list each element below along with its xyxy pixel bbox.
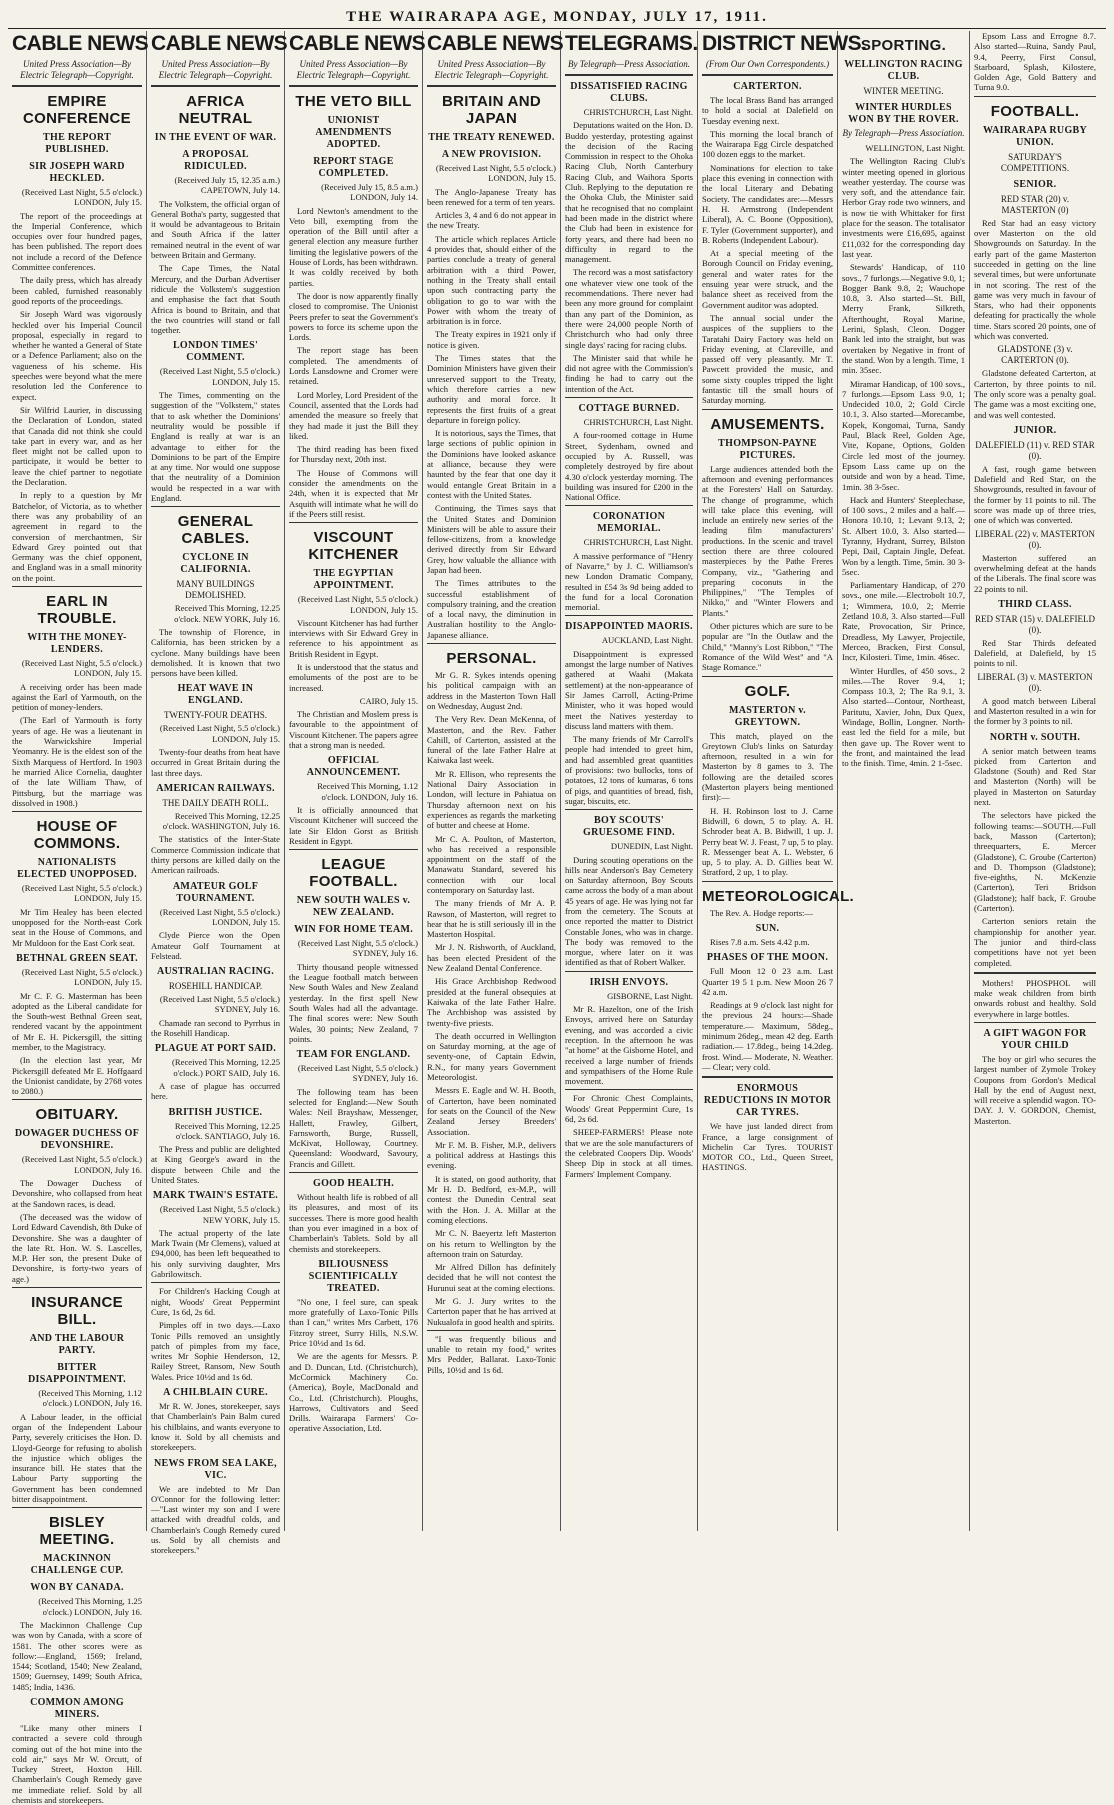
subheadline: BRITISH JUSTICE. (168, 1106, 263, 1118)
credit: United Press Association—By Electric Telegraph—Copyright. (434, 59, 549, 80)
subheadline: NORTH v. SOUTH. (989, 731, 1081, 743)
headline: VISCOUNT KITCHENER (308, 529, 399, 564)
column-1 (8, 31, 149, 1805)
paragraph: Mr R. Hazelton, one of the Irish Envoys, arrived here on Saturday evening, and was accorded a civic reception. In the afternoon he was "at home" at the Gisborne Hotel, and received a large number of friends and sympathisers of the Home Rule movement. (565, 1004, 693, 1087)
dateline: WELLINGTON, Last Night. (865, 143, 965, 153)
paragraph: The Rev. A. Hodge reports:— (710, 907, 814, 918)
subheadline: NEWS FROM SEA LAKE, VIC. (154, 1457, 277, 1481)
paragraph: The Volkstem, the official organ of General Botha's party, suggested that it would be advantageous to Britain and South Africa if the latter remained neutral in the event of war between Britain and Germany. (151, 198, 280, 261)
paragraph: The Treaty expires in 1921 only if notice is given. (427, 329, 556, 350)
divider (151, 85, 280, 87)
divider (12, 85, 142, 87)
paragraph: The Times, commenting on the suggestion of the "Volkstem," states that to ask whether the Dominions' neutrality would be possible if England is really at war is an advantage to either for the Dominions to be part of the Empire at any time. Nor would one suppose that the neutrality of a Dominion would be respected in a war with England. (151, 390, 280, 504)
paragraph: Rises 7.8 a.m. Sets 4.42 p.m. (710, 937, 810, 947)
divider (289, 849, 418, 850)
subheadline: THE TREATY RENEWED. (428, 132, 555, 143)
paragraph: Mr C. F. G. Masterman has been adopted as the Liberal candidate for the South-west Bethnal Green seat, rendered vacant by the appointment of Mr E. H. Pickersgill, the sitting member, to the Magistracy. (12, 990, 142, 1052)
paragraph: A massive performance of "Henry of Navarre," by J. C. Williamson's new London Dramatic Company, resulted in £54 3s 9d being added to the fund for a local Coronation memorial. (565, 550, 693, 613)
paragraph: The death occurred in Wellington on Saturday morning, at the age of seventy-one, of Captain Edwin, R.N., for many years Government Meteorologist. (427, 1030, 556, 1083)
subheadline: MARK TWAIN'S ESTATE. (152, 1190, 279, 1202)
advertisement: We are the agents for Messrs. P. and D. Duncan, Ltd. (Christchurch), McCormick Machinery Co. (America), Boyle, MacDonald and Co., Ltd. (Christchurch). Ploughs, Harrows, Cultivators and Seed Drills. Wairarapa Farmers' Co-operative Association, Ltd. (289, 1351, 418, 1434)
paragraph: (The deceased was the widow of Lord Edward Cavendish, 8th Duke of Devonshire. She was a daughter of the late Rt. Hon. W. S. Lascelles, M.P. Her son, the present Duke of Devonshire, is forty-two years of age.) (12, 1211, 142, 1284)
subheadline: WINTER MEETING. (863, 86, 944, 96)
paragraph: The Wellington Racing Club's winter meeting opened in glorious weather yesterday. The course was very soft, and the attendance fair. Herbor Gray rode two winners, and is now tie with Whittaker for first place for the season. The totalisator investments were £16,695, against £11,032 for the corresponding day last year. (842, 156, 965, 259)
paragraph: The daily press, which has already been cabled, furnished reasonably good reports of the proceedings. (12, 275, 142, 306)
paragraph: The following team has been selected for England:—New South Wales: Neil Brayshaw, Messenger, Hallett, Frawley, Gilbert, Farnsworth, Burge, Russell, McKivat, Holloway, Courtney. Queensland: Woodward, Savoury, Francis and Gillett. (289, 1086, 418, 1169)
masthead-rule (8, 28, 1106, 29)
headline: SPORTING. (860, 37, 947, 54)
paragraph: The Very Rev. Dean McKenna, of Masterton, and the Rev. Father Cahill, of Carterton, assisted at the funeral of the late Father Halre at Kaiwaka last week. (427, 714, 556, 766)
paragraph: Clyde Pierce won the Open Amateur Golf Tournament at Felstead. (151, 930, 280, 961)
divider (702, 1076, 833, 1078)
subheadline: MACKINNON CHALLENGE CUP. (30, 1553, 124, 1577)
paragraph: Thirty thousand people witnessed the League football match between New South Wales and New Zealand yesterday. In the first spell New South Wales had all the advantage. The final scores were: New South Wales, 30 points; New Zealand, 7 points. (289, 961, 418, 1044)
paragraph: The third reading has been fixed for Thursday next, 20th inst. (289, 444, 418, 465)
dateline: (Received Last Night, 5.5 o'clock.) LONDON, July 15. (21, 883, 142, 904)
headline: BRITAIN AND JAPAN (441, 93, 542, 127)
column-7 (838, 31, 970, 1531)
subheadline: PHASES OF THE MOON. (706, 952, 829, 964)
paragraph: Chamade ran second to Pyrrhus in the Rosehill Handicap. (151, 1017, 280, 1039)
paragraph: Stewards' Handicap, of 110 sovs., 7 furlongs.—Negative 9.0, 1; Bogger Bank 9.8, 2; Wauchope 10.8, 3. Also started—St. Bill, Merry Frank, Silkreth, Afterthought, Royal Marine, Lerini, Splash, Cleon. Dogger Bank led into the straight, but was overtaken by Negative in front of the stand. Won by a length. Time, 1 min. 35sec. (842, 262, 965, 376)
subheadline: BETHNAL GREEN SEAT. (16, 952, 138, 964)
divider (12, 1287, 142, 1288)
subheadline: DISAPPOINTED MAORIS. (565, 621, 693, 633)
paragraph: Mr Alfred Dillon has definitely decided that he will not contest the Hurunui seat at the coming elections. (427, 1262, 556, 1293)
divider (974, 972, 1096, 974)
divider (565, 1089, 693, 1090)
paragraph: The many friends of Mr A. P. Rawson, of Masterton, will regret to hear that he is still seriously ill in the Masterton Hospital. (427, 898, 556, 940)
divider (151, 506, 280, 507)
divider (565, 74, 693, 76)
subheadline: WIN FOR HOME TEAM. (293, 924, 414, 936)
advertisement: "I was frequently bilious and unable to retain my food," writes Mrs Pedder, Ballarat. Laxo-Tonic Pills, 10½d and 1s 6d. (427, 1333, 556, 1375)
paragraph: The Christian and Moslem press is favourable to the appointment of Viscount Kitchener. The papers agree that a strong man is needed. (289, 709, 418, 751)
subheadline: THE REPORT PUBLISHED. (43, 132, 111, 155)
dateline: CAIRO, July 15. (359, 695, 418, 706)
dateline: (Received Last Night, 5.5 o'clock.) LONDON, July 15. (21, 657, 142, 679)
column-6 (698, 31, 867, 1531)
headline: FOOTBALL. (990, 102, 1080, 120)
credit: United Press Association—By Electric Telegraph—Copyright. (20, 59, 134, 80)
paragraph: Viscount Kitchener has had further interviews with Sir Edward Grey in reference to his appointment as British Resident in Egypt. (289, 617, 418, 659)
dateline: GISBORNE, Last Night. (607, 990, 693, 1001)
subheadline: GOOD HEALTH. (312, 1178, 395, 1190)
paragraph: Winter Hurdles, of 450 sovs., 2 miles.—The Rover 9.4, 1; Compass 10.3, 2; The Ra 9.1, 3. Also started—Contour, Northeast, Paritutu, Xavier, John, Dux Quex, Windage, Bollin, Longner. North-east led the field for a mile, but then gave up. The Rover went to the front, and maintained the lead to the finish. Time, 4min. 2 1-5sec. (842, 665, 965, 769)
paragraph: "Like many other miners I contracted a severe cold through coming out of the hot mine into the cold air," says Mr W. Orcutt, of Tuckey Street, Hoxton Hill. Chamberlain's Cough Remedy gave me immediate relief. Sold by all chemists and storekeepers. (12, 1722, 142, 1805)
headline: HOUSE OF COMMONS. (33, 818, 121, 853)
paragraph: Sir Wilfrid Laurier, in discussing the Declaration of London, stated that Canada did not think she could take part in every war, and as her fleet might not be called upon to participate, it would be better to leave the chief partner to negotiate the Declaration. (12, 404, 142, 488)
advertisement: Mothers! PHOSPHOL will make weak children from birth onwards robust and healthy. Sold everywhere in large bottles. (974, 977, 1096, 1019)
columns (8, 31, 1106, 1805)
column-4 (423, 31, 564, 1531)
paragraph: Miramar Handicap, of 100 sovs., 7 furlongs.—Epsom Lass 9.0, 1; Undecided 10.0, 2; Gold Circle 10.1, 3. Also started—Morecambe, Kopek, Kongomai, Turna, Sandy Paul, Black Reel, Golden Age, Vite, Kopane, Options, Golden Circle led most of the journey. Epsom Lass came up on the outside and won by a head. Time, 1min. 38 3-5sec. (842, 378, 965, 492)
subheadline: COMMON AMONG MINERS. (30, 1696, 124, 1720)
advertisement: For Chronic Chest Complaints, Woods' Great Peppermint Cure, 1s 6d, 2s 6d. (565, 1093, 693, 1125)
subheadline: JUNIOR. (1013, 424, 1057, 436)
dateline: (Received Last Night, 5.5 o'clock.) LONDON, July 16. (21, 1154, 142, 1175)
subheadline: NATIONALISTS ELECTED UNOPPOSED. (17, 857, 137, 881)
paragraph: A Labour leader, in the official organ of the Independent Labour Party, severely criticises the Hon. D. Lloyd-George for refusing to abolish the injustice which obliges the insurance bill. He states that the Labour Party supporting the Government has been condemned bitter disappointment. (12, 1411, 142, 1505)
paragraph: The many friends of Mr Carroll's people had intended to greet him, and had assembled great quantities of provisions: two bullocks, tons of potatoes, 12 tons of kumaras, 6 tons of pigs, and quantities of bread, fish, sugar, biscuits, etc. (565, 734, 693, 806)
subheadline: SATURDAY'S COMPETITIONS. (1000, 151, 1070, 173)
divider (565, 615, 693, 616)
paragraph: A four-roomed cottage in Hume Street, Sydenham, owned and occupied by A. Russell, was completely destroyed by fire about 4.30 o'clock yesterday morning. The building was insured for £200 in the National Office. (565, 430, 693, 503)
subheadline: WINTER HURDLES WON BY THE ROVER. (848, 102, 959, 125)
subheadline: AMERICAN RAILWAYS. (156, 782, 275, 794)
subheadline: WON BY CANADA. (30, 1582, 124, 1594)
dateline: (Received Last Night, 5.5 o'clock.) LONDON, July 15. (159, 906, 280, 927)
dateline: DUNEDIN, Last Night. (610, 841, 693, 852)
column-5 (561, 31, 698, 1531)
subheadline: CYCLONE IN CALIFORNIA. (180, 552, 251, 576)
divider (565, 397, 693, 398)
divider (974, 1022, 1096, 1023)
paragraph: The actual property of the late Mark Twain (Mr Clemens), valued at £94,000, has been left bequeathed to his only surviving daughter, Mrs Gabrilowitsch. (151, 1227, 280, 1280)
paragraph: The article which replaces Article 4 provides that, should either of the parties conclude a treaty of general arbitration with a third Power, nothing in the Treaty shall entail upon such contracting party the obligation to go to war with the Power with whom the treaty of arbitration is in force. (427, 233, 556, 327)
credit: United Press Association—By Electric Telegraph—Copyright. (158, 59, 273, 80)
dateline: (Received This Morning, 1.25 o'clock.) LONDON, July 16. (38, 1596, 142, 1617)
paragraph: The statistics of the Inter-State Commerce Commission indicate that thirty persons are killed daily on the American railroads. (151, 834, 280, 876)
paragraph: Mr C. N. Baeyertz left Masterton on his return to Wellington by the afternoon train on Saturday. (427, 1228, 556, 1259)
paragraph: The report of the proceedings at the Imperial Conference, which occupies over four hundred pages, has been published. The report does not include a record of the Defence Committee conferences. (12, 210, 142, 273)
subheadline: A NEW PROVISION. (441, 149, 542, 160)
paragraph: The Times states that the Dominion Ministers have given their unreserved support to the Treaty, which therefore carries a new authority and moral force. It represents the first fruits of a great departure in foreign policy. (427, 353, 556, 425)
dateline: (Received July 15, 8.5 a.m.) LONDON, July 14. (321, 182, 418, 203)
paragraph: The door is now apparently finally closed to compromise. The Unionist Peers prefer to seat the Government's powers to force its scheme upon the Lords. (289, 290, 418, 343)
column-2 (147, 31, 288, 1556)
paragraph: It is officially announced that Viscount Kitchener will succeed the late Sir Eldon Gorst as British Resident in Egypt. (289, 804, 418, 846)
divider (974, 96, 1096, 97)
paragraph: In reply to a question by Mr Batchelor, of Victoria, as to whether there was any probability of an agreement in regard to the conversion of merchantmen, Sir Edward Grey pointed out that Germany was the chief opponent, and England was in a small minority on the point. (12, 490, 142, 583)
paragraph: Mr J. N. Rishworth, of Auckland, has been elected President of the New Zealand Dental Conference. (427, 942, 556, 974)
headline: EARL IN TROUBLE. (37, 592, 117, 627)
paragraph: Lord Morley, Lord President of the Council, assented that the Lords had amended the measure so freely that they had made it just the Bill they liked. (289, 389, 418, 441)
dateline: CHRISTCHURCH, Last Night. (583, 107, 693, 117)
banner: DISTRICT NEWS. (702, 32, 867, 55)
paragraph: Epsom Lass and Errogne 8.7. Also started—Ruina, Sandy Paul, 9.4, Peerry, First Consul, Starboard, Splash, Kilostere, Golden Age, Gold Battery and Turna 9.0. (974, 31, 1096, 93)
headline: BISLEY MEETING. (39, 1514, 115, 1549)
paragraph: Red Star had an easy victory over Masterton on the old Showgrounds on Saturday. In the early part of the game Masterton succeeded in getting on the line several times, but were unfortunate in not scoring. The rest of the game was very much in favour of Stars, who had their opponents defeating for practically the whole time. Stars scored 20 points, one of which was converted. (974, 217, 1096, 342)
headline: AMUSEMENTS. (710, 415, 825, 433)
paragraph: H. H. Robinson lost to J. Carne Bidwill, 6 down, 5 to play. A. H. Schroder beat A. B. Bidwill, 1 up. J. Perry beat W. J. Feast, 7 up, 5 to play. R. Messenger beat A. L. Webster, 6 up, 5 to play. A. D. Gillies beat W. Stratford, 2 up, 1 to play. (702, 805, 833, 878)
paragraph: The Press and public are delighted at King George's award in the dispute between Chile and the United States. (151, 1144, 280, 1185)
paragraph: The Minister said that while he did not agree with the Commission's finding he had to carry out the intention of the Act. (565, 352, 693, 394)
paragraph: This morning the local branch of the Wairarapa Egg Circle despatched 100 dozen eggs to the market. (702, 128, 833, 160)
headline: PERSONAL. (446, 650, 537, 668)
paragraph: Mr G. J. Jury writes to the Carterton paper that he has arrived at Nukualofa in good health and spirits. (427, 1295, 556, 1327)
divider (702, 74, 833, 76)
subheadline: WAIRARAPA RUGBY UNION. (982, 124, 1088, 148)
subheadline: SUN. (755, 923, 780, 934)
dateline: AUCKLAND, Last Night. (601, 635, 693, 646)
divider (12, 811, 142, 812)
advertisement: The boy or girl who secures the largest number of Zymole Trokey Coupons from Gordon's Medical Hall by the end of August next, will receive a splendid wagon. TO-DAY. J. V. GORDON, Chemist, Masterton. (974, 1054, 1096, 1126)
paragraph: Other pictures which are sure to be popular are "In the Outlaw and the Child," "Manny's Lost Ribbon," "The Romance of the Wild West" and "A Stage Romance." (702, 621, 833, 673)
dateline: CHRISTCHURCH, Last Night. (583, 537, 693, 548)
advertisement: "No one, I feel sure, can speak more gratefully of Laxo-Tonic Pills than I can," writes Mrs Carbett, 176 Fitzroy street, Surry Hills, N.S.W. Price 10½d and 1s 6d. (289, 1296, 418, 1349)
paragraph: Full Moon 12 0 23 a.m. Last Quarter 19 5 1 p.m. New Moon 26 7 42 a.m. (702, 966, 833, 997)
dateline: (Received Last Night, 5.5 o'clock.) NEW YORK, July 15. (159, 1204, 280, 1225)
paragraph: The Dowager Duchess of Devonshire, who collapsed from heat at the Sandown races, is dead. (12, 1178, 142, 1209)
divider (702, 676, 833, 677)
subheadline: THIRD CLASS. (998, 598, 1072, 610)
paragraph: Lord Newton's amendment to the Veto bill, exempting from the operation of the Bill until after a general election any measure further limiting the legislative powers of the House of Lords, has been withdrawn. It was coldly received by both parties. (289, 205, 418, 288)
paragraph: Continuing, the Times says that the United States and Dominion Ministers will be able to assure their fellow-citizens, from a knowledge derived directly from Sir Edward Grey, how valuable the alliance with Japan had been. (427, 503, 556, 575)
paragraph: Mr Tim Healey has been elected unopposed for the North-east Cork seat in the House of Commons, and Mr Muldoon for the East Cork seat. (12, 906, 142, 948)
divider (12, 1099, 142, 1100)
paragraph: Parliamentary Handicap, of 270 sovs., one mile.—Electrobolt 10.7, 1; Wimmera, 10.0, 2; Merrie Zetland 10.8, 3. Also started—Full Rate, Provocation, Sir Prince, Dreadless, My Lawyer, Projectile, Merceo, Bracken, First Consul, Incr, Kilosteri. Time, 1min. 46sec. (842, 580, 965, 663)
paragraph: Mr C. A. Poulton, of Masterton, who has received a responsible appointment on the staff of the Manawatu Standard, severed his connection with our local contemporary on Saturday last. (427, 833, 556, 895)
headline: LEAGUE FOOTBALL. (309, 856, 398, 891)
subheadline: DOWAGER DUCHESS OF DEVONSHIRE. (14, 1128, 140, 1152)
dateline: (Received Last Night, 5.5 o'clock.) LONDON, July 15. (435, 163, 556, 184)
subheadline: WITH THE MONEY-LENDERS. (27, 631, 127, 655)
headline: EMPIRE CONFERENCE (22, 93, 131, 127)
paragraph: The selectors have picked the following teams:—SOUTH.—Full back, Masson (Carterton); threequarters, E. Mercer (Gladstone), C. Groube (Carterton) and D. Thompson (Gladstone); five-eighths, N. McKenzie (Carterton), Teri Bridson (Gladstone); half back, F. Groube (Carterton). (974, 810, 1096, 914)
paragraph: During scouting operations on the hills near Anderson's Bay Cemetery on Saturday afternoon, Boy Scouts came across the body of a man about 45 years of age. He was lying not far from the cemetery. The Scouts at once reported the matter to District Constable Jones, who was in charge. The body was removed to the morgue, where later on it was identified as that of Robert Walker. (565, 854, 693, 968)
credit: (From Our Own Correspondents.) (705, 59, 830, 69)
subheadline: ROSEHILL HANDICAP. (168, 981, 263, 992)
credit: By Telegraph—Press Association. (568, 59, 690, 69)
dateline: Received This Morning, 12.25 o'clock. WASHINGTON, July 16. (162, 810, 280, 832)
subheadline: MANY BUILDINGS DEMOLISHED. (176, 579, 255, 601)
paragraph: Articles 3, 4 and 6 do not appear in the new Treaty. (427, 210, 556, 231)
subheadline: MASTERTON v. GREYTOWN. (729, 704, 806, 728)
paragraph: The record was a most satisfactory one whatever view one took of the recommendations. There never had been any more ground for complaint than any part of the Dominion, as there were 24,000 people North of Christchurch who had only three single days' racing for racing clubs. (565, 267, 693, 350)
subheadline: UNIONIST AMENDMENTS ADOPTED. (315, 115, 392, 150)
credit: By Telegraph—Press Association. (842, 128, 965, 138)
match-heading: LIBERAL (3) v. MASTERTON (0). (977, 671, 1093, 693)
paragraph: His Grace Archbishop Redwood presided at the funeral obsequies at Kaiwaka of the late Father Halre. The Archbishop was assisted by twenty-five priests. (427, 976, 556, 1028)
banner: CABLE NEWS (12, 32, 149, 55)
advertisement: For Children's Hacking Cough at night, Woods' Great Peppermint Cure, 1s 6d, 2s 6d. (151, 1286, 280, 1317)
banner: CABLE NEWS (427, 32, 564, 55)
dateline: Received This Morning, 12.25 o'clock. SANTIAGO, July 16. (174, 1120, 280, 1141)
dateline: Received This Morning, 12.25 o'clock. NEW YORK, July 16. (174, 603, 280, 624)
advertisement: Mr R. W. Jones, storekeeper, says that Chamberlain's Pain Balm cured his chilblains, and wants everyone to know it. Sold by all chemists and storekeepers. (151, 1401, 280, 1453)
paragraph: Disappointment is expressed amongst the large number of Natives gathered at Waahi (Makata settlement) at the non-appearance of Sir James Carroll, Acting-Prime Minister, who it was hoped would meet the Natives yesterday to discuss land matters with them. (565, 648, 693, 731)
match-heading: GLADSTONE (3) v. CARTERTON (0). (997, 344, 1073, 366)
divider (565, 971, 693, 972)
paragraph: Masterton suffered an overwhelming defeat at the hands of the Liberals. The final score was 22 points to nil. (974, 552, 1096, 594)
subheadline: CARTERTON. (733, 81, 802, 92)
advertisement: We have just landed direct from France, a large consignment of Michelin Car Tyres. TOURIST MOTOR CO., Ltd., Queen Street, HASTINGS. (702, 1121, 833, 1173)
paragraph: Sir Joseph Ward was vigorously heckled over his Imperial Council proposal, especially in regard to whether he wanted a General of State or a Defence Parliament; also on the vagueness of his scheme. His speeches were beyond what the mere resolution led the Conference to expect. (12, 309, 142, 402)
dateline: (Received This Morning, 12.25 o'clock.) PORT SAID, July 16. (172, 1057, 280, 1078)
advertisement: We are indebted to Mr Dan O'Connor for the following letter:—"Last winter my son and I were attacked with dreadful colds, and Chamberlain's Cough Remedy cured us. Sold by all chemists and storekeepers." (151, 1483, 280, 1556)
headline: OBITUARY. (35, 1106, 119, 1124)
column-3 (285, 31, 426, 1531)
paragraph: Gladstone defeated Carterton, at Carterton, by three points to nil. The only score was a penalty goal. The game was a most exciting one, and was well contested. (974, 368, 1096, 420)
paragraph: The township of Florence, in California, has been stricken by a cyclone. Many buildings have been demolished. It is known that two persons have been killed. (151, 626, 280, 679)
paragraph: This match, played on the Greytown Club's links on Saturday afternoon, resulted in a win for Masterton by 8 games to 3. The following are the detailed scores (Masterton players being mentioned first):— (702, 730, 833, 803)
credit: United Press Association—By Electric Telegraph—Copyright. (296, 59, 411, 80)
subheadline: AMATEUR GOLF TOURNAMENT. (172, 880, 259, 904)
paragraph: Carterton seniors retain the championship for another year. The junior and third-class competitions have not yet been completed. (974, 916, 1096, 968)
divider (12, 586, 142, 587)
subheadline: A GIFT WAGON FOR YOUR CHILD (983, 1028, 1087, 1051)
paragraph: A good match between Liberal and Masterton resulted in a win for the former by 3 points to nil. (974, 695, 1096, 727)
divider (702, 409, 833, 410)
subheadline: THE DAILY DEATH ROLL. (162, 797, 269, 808)
paragraph: The House of Commons will consider the amendments on the 24th, when it is expected that Mr Asquith will intimate what he will do if the Peers still resist. (289, 467, 418, 519)
paragraph: Large audiences attended both the afternoon and evening performances at the Foresters' Hall on Saturday. The change of programme, which will take place this evening, will include an entirely new series of the leading film manufacturers' productions. In the scenic and travel section there are three coloured masterpieces by the Pathe Freres Company, viz., "Gathering and preparing coconuts in the Philippines," "The Temples of Nikko," and "Winter Flowers and Plants." (702, 463, 833, 618)
paragraph: A receiving order has been made against the Earl of Yarmouth, on the petition of money-lenders. (12, 681, 142, 713)
dateline: (Received July 15, 12.35 a.m.) CAPETOWN, July 14. (174, 175, 280, 196)
paragraph: Nominations for election to take place this evening in connection with the local Literary and Debating Society. The candidates are:—Messrs H. H. Armstrong (Independent Liberal), A. C. Boone (Opposition), F. Tyler (Government supporter), and B. Roberts (Independent Labour). (702, 162, 833, 245)
subheadline: IN THE EVENT OF WAR. (154, 132, 277, 143)
subheadline: SENIOR. (1013, 178, 1057, 190)
dateline: (Received Last Night, 5.5 o'clock.) LONDON, July 15. (297, 594, 418, 615)
subheadline: A PROPOSAL RIDICULED. (182, 149, 249, 172)
banner: CABLE NEWS (289, 32, 426, 55)
dateline: CHRISTCHURCH, Last Night. (583, 417, 693, 428)
divider (289, 85, 418, 87)
divider (151, 1282, 280, 1283)
paragraph: The report stage has been completed. The amendments of Lords Lansdowne and Cromer were retained. (289, 345, 418, 387)
divider (427, 85, 556, 87)
advertisement: SHEEP-FARMERS! Please note that we are the sole manufacturers of the celebrated Coopers Dip. Woods' Sheep Dip in stock at all times. Farmers' Implement Company. (565, 1127, 693, 1179)
paragraph: The Anglo-Japanese Treaty has been renewed for a term of ten years. (427, 186, 556, 207)
paragraph: Mr R. Ellison, who represents the National Dairy Association in London, will lecture in Pahiatua on Thursday afternoon next on his experiences as regards the marketing of butter and cheese at Home. (427, 768, 556, 831)
subheadline: IRISH ENVOYS. (589, 976, 669, 988)
divider (427, 1330, 556, 1331)
paragraph: The annual social under the auspices of the suppliers to the Taratahi Dairy Factory was held on Friday evening, at Clareville, and passed off very pleasantly. Mr T. Pawcett provided the music, and some sixty couples tripped the light fantastic till the small hours of Saturday morning. (702, 312, 833, 406)
subheadline: DISSATISFIED RACING CLUBS. (570, 81, 688, 104)
subheadline: NEW SOUTH WALES v. NEW ZEALAND. (296, 895, 411, 919)
headline: THE VETO BILL (295, 93, 412, 110)
subheadline: TEAM FOR ENGLAND. (296, 1049, 411, 1061)
dateline: (Received Last Night, 5.5 o'clock.) LONDON, July 15. (159, 366, 280, 387)
subheadline: BITTER DISAPPOINTMENT. (28, 1362, 126, 1386)
subheadline: PLAGUE AT PORT SAID. (154, 1043, 277, 1055)
dateline: (Received Last Night, 5.5 o'clock.) LONDON, July 15. (21, 187, 142, 208)
subheadline: THE EGYPTIAN APPOINTMENT. (313, 568, 394, 592)
paragraph: A senior match between teams picked from Carterton and Gladstone (South) and Red Star and Masterton (North) will be played in Masterton on Saturday next. (974, 745, 1096, 808)
subheadline: BOY SCOUTS' GRUESOME FIND. (583, 815, 675, 839)
paragraph: The Mackinnon Challenge Cup was won by Canada, with a score of 1581. The other scores were as follow:—England, 1569; Ireland, 1544; Scotland, 1540; New Zealand, 1509; Guernsey, 1499; South Africa, 1485; India, 1436. (12, 1619, 142, 1692)
paragraph: The local Brass Band has arranged to hold a social at Dalefield on Tuesday evening next. (702, 95, 833, 126)
paragraph: Twenty-four deaths from heat have occurred in Great Britain during the last three days. (151, 746, 280, 778)
subheadline: TWENTY-FOUR DEATHS. (164, 710, 267, 721)
paragraph: (The Earl of Yarmouth is forty years of age. He was a lieutenant in the Warwickshire Imperial Yeomanry. He is the eldest son of the Sixth Marquess of Hertford. In 1903 he married Alice Cornelia, daughter of the late William Thaw, of Pittsburg, but the marriage was dissolved in 1908.) (12, 715, 142, 808)
paragraph: It is stated, on good authority, that Mr H. D. Bedford, ex-M.P., will contest the Dunedin Central seat with the Hon. J. A. Millar at the coming elections. (427, 1173, 556, 1225)
dateline: (Received Last Night, 5.5 o'clock.) SYDNEY, July 16. (159, 994, 280, 1015)
paragraph: Mr F. M. B. Fisher, M.P., delivers a political address at Hastings this evening. (427, 1139, 556, 1171)
column-8 (970, 31, 1100, 1531)
subheadline: HEAT WAVE IN ENGLAND. (177, 683, 254, 707)
headline: AFRICA NEUTRAL (178, 93, 253, 127)
match-heading: LIBERAL (22) v. MASTERTON (0). (975, 528, 1095, 550)
dateline: Received This Morning, 1.12 o'clock. LONDON, July 16. (317, 781, 418, 802)
paragraph: A fast, rough game between Dalefield and Red Star, on the Showgrounds, resulted in favour of the former by 11 points to nil. The score was made up of three tries, one of which was converted. (974, 463, 1096, 526)
paragraph: Readings at 9 o'clock last night for the previous 24 hours:—Shade temperature.— Maximum, 58deg., minimum 26deg., mean 42 deg. Earth radiation.— 17.8deg., being 14.2deg. frost. Wind.— Moderate, N. Weather.— Clear; very cold. (702, 1000, 833, 1072)
dateline: (Received Last Night, 5.5 o'clock.) LONDON, July 15. (159, 723, 280, 744)
advertisement: Pimples off in two days.—Laxo Tonic Pills removed an unsightly patch of pimples from my face, writes Mr Sophie Henderson, 12, Railey Street, Ransom, New South Wales. Price 10½d and 1s 6d. (151, 1320, 280, 1382)
headline: GOLF. (744, 682, 791, 700)
banner: TELEGRAMS. (565, 32, 698, 55)
headline: METEOROLOGICAL. (702, 887, 854, 905)
divider (289, 1172, 418, 1173)
subheadline: WELLINGTON RACING CLUB. (844, 59, 963, 82)
subheadline: ENORMOUS REDUCTIONS IN MOTOR CAR TYRES. (703, 1083, 832, 1119)
subheadline: BILIOUSNESS SCIENTIFICALLY TREATED. (308, 1258, 399, 1294)
paragraph: At a special meeting of the Borough Council on Friday evening, general and water rates for the ensuing year were struck, and the balance sheet as received from the Government auditor was adopted. (702, 248, 833, 310)
paragraph: (In the election last year, Mr Pickersgill defeated Mr E. Hoffgaard the Unionist candidate, by 2768 votes to 2080.) (12, 1055, 142, 1097)
subheadline: AND THE LABOUR PARTY. (29, 1333, 125, 1357)
paragraph: Mr G. R. Sykes intends opening his political campaign with an address in the Masterton Town Hall on Wednesday, August 2nd. (427, 670, 556, 711)
subheadline: REPORT STAGE COMPLETED. (313, 156, 394, 179)
banner: CABLE NEWS (151, 32, 288, 55)
divider (702, 881, 833, 882)
divider (427, 643, 556, 644)
paragraph: Red Star Thirds defeated Dalefield, at Dalefield, by 15 points to nil. (974, 637, 1096, 669)
match-heading: DALEFIELD (11) v. RED STAR (0). (975, 439, 1095, 461)
divider (12, 1507, 142, 1508)
subheadline: LONDON TIMES' COMMENT. (172, 340, 259, 364)
subheadline: OFFICIAL ANNOUNCEMENT. (306, 755, 401, 779)
paragraph: Hack and Hunters' Steeplechase, of 100 sovs., 2 miles and a half.—Honora 10.10, 1; Levant 9.13, 2; St. Albert 10.0, 3. Also started—Tyranny, Hydrant, Surrey, Bilston Pepi, Dail, Captain Jingle, Defeat. Won by a length. Time, 5min. 30 3-5sec. (842, 494, 965, 577)
match-heading: RED STAR (15) v. DALEFIELD (0). (975, 613, 1095, 635)
subheadline: A CHILBLAIN CURE. (163, 1387, 268, 1399)
subheadline: AUSTRALIAN RACING. (156, 966, 275, 978)
paragraph: The Cape Times, the Natal Mercury, and the Durban Advertiser ridicule the Volkstem's suggestion and emphasise the fact that South Africa is bound to Britain, and that the two countries will stand or fall together. (151, 263, 280, 336)
subheadline: THOMPSON-PAYNE PICTURES. (718, 437, 817, 461)
subheadline: CORONATION MEMORIAL. (592, 511, 666, 535)
subheadline: COTTAGE BURNED. (578, 403, 680, 415)
dateline: (Received Last Night, 5.5 o'clock.) SYDNEY, July 16. (297, 1063, 418, 1084)
paragraph: Messrs E. Eagle and W. H. Booth, of Carterton, have been nominated for seats on the Council of the New Zealand Jersey Breeders' Association. (427, 1085, 556, 1137)
masthead: THE WAIRARAPA AGE, MONDAY, JULY 17, 1911. (346, 9, 768, 25)
match-heading: RED STAR (20) v. MASTERTON (0) (1000, 193, 1070, 215)
advertisement: Without health life is robbed of all its pleasures, and most of its successes. There is more good health than you ever imagined in a box of Chamberlain's Tablets. Sold by all chemists and storekeepers. (289, 1192, 418, 1254)
paragraph: It is understood that the status and emoluments of the post are to be increased. (289, 661, 418, 693)
headline: INSURANCE BILL. (31, 1294, 123, 1329)
paragraph: It is notorious, says the Times, that large sections of public opinion in the Dominions have looked askance at alliance, because they were haunted by the fear that one day it would entangle Great Britain in a contest with the United States. (427, 428, 556, 500)
paragraph: The Times attributes to the successful establishment of compulsory training, and the creation of a local navy, the diminution in Australian hostility to the Anglo-Japanese alliance. (427, 578, 556, 640)
headline: GENERAL CABLES. (177, 513, 254, 548)
dateline: (Received This Morning, 1.12 o'clock.) LONDON, July 16. (38, 1388, 142, 1409)
subheadline: SIR JOSEPH WARD HECKLED. (29, 161, 125, 184)
divider (289, 522, 418, 523)
paragraph: Deputations waited on the Hon. D. Buddo yesterday, protesting against the decision of the Racing Commission in respect to the Ohoka Racing Club, North Canterbury Racing Club, and Waihora Sports Club. Replying to the deputation re the Ohoka Club, the Minister said that he recognised that no complaint had been made in the district where the Club had been in existence for forty years, and there had been no difficulty in regard to the management. (565, 120, 693, 265)
divider (565, 809, 693, 810)
dateline: (Received Last Night, 5.5 o'clock.) SYDNEY, July 16. (297, 938, 418, 959)
paragraph: A case of plague has occurred here. (151, 1080, 280, 1102)
divider (565, 505, 693, 506)
dateline: (Received Last Night, 5.5 o'clock.) LONDON, July 15. (21, 966, 142, 988)
